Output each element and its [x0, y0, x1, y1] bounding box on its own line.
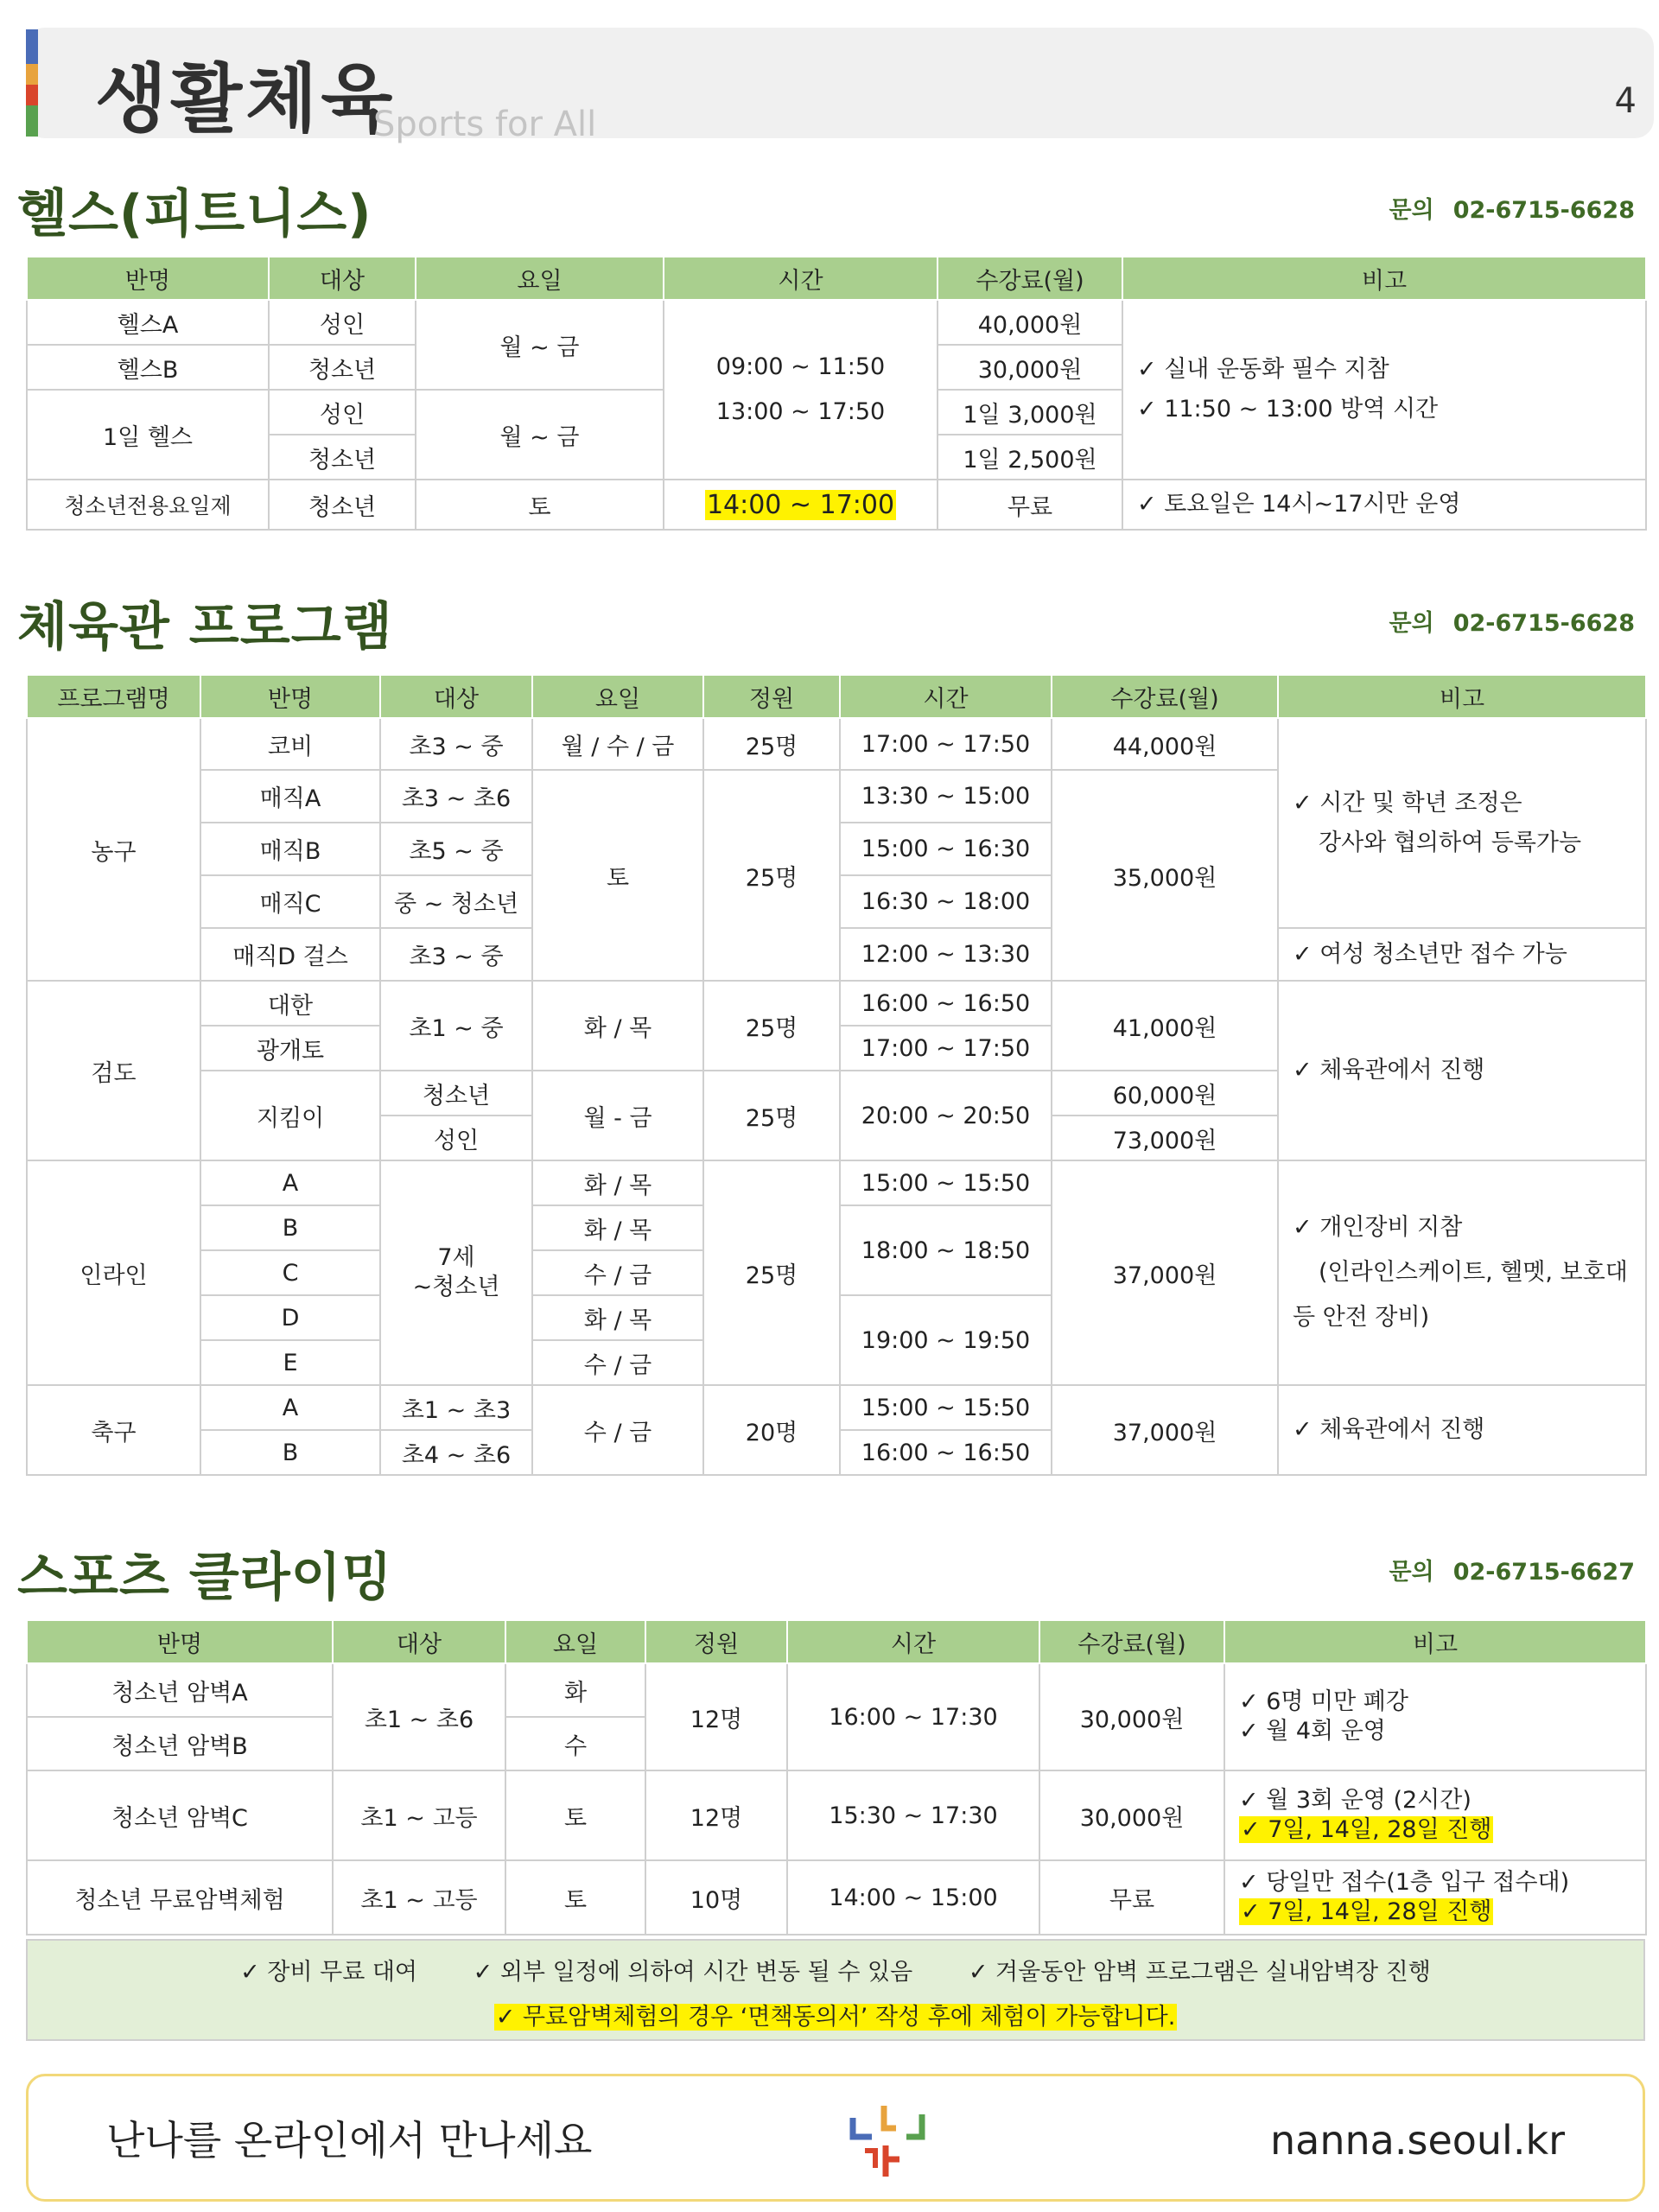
class-capacity: 20명 [703, 1385, 840, 1475]
table-header-row [27, 1621, 1646, 1663]
class-target: 청소년 [269, 480, 416, 530]
class-target: 청소년 [380, 1071, 532, 1116]
class-days: 토 [416, 480, 664, 530]
class-target: 초5 ~ 중 [380, 823, 532, 875]
table-row [27, 1770, 1646, 1860]
class-name: 코비 [200, 718, 380, 770]
banner-tagline: 난나를 온라인에서 만나세요 [106, 2117, 593, 2164]
health-contact [1389, 194, 1635, 228]
health-section-title: 헬스(피트니스) [17, 184, 372, 245]
class-fee: 무료 [938, 480, 1122, 530]
class-days: 화 / 목 [532, 1205, 703, 1250]
class-time: 17:00 ~ 17:50 [840, 718, 1052, 770]
note-item: ✓ 겨울동안 암벽 프로그램은 실내암벽장 진행 [968, 1959, 1431, 1986]
table-row [27, 1160, 1646, 1205]
class-name: 청소년 암벽B [27, 1717, 333, 1770]
class-name: 청소년전용요일제 [27, 480, 269, 530]
class-capacity: 25명 [703, 981, 840, 1071]
contact-phone: 02-6715-6627 [1452, 1559, 1635, 1586]
class-target: 초3 ~ 중 [380, 928, 532, 981]
class-target: 중 ~ 청소년 [380, 875, 532, 928]
class-target: 성인 [269, 300, 416, 345]
contact-label: 문의 [1389, 610, 1434, 637]
class-time: 16:00 ~ 17:30 [787, 1663, 1039, 1770]
col-header: 대상 [333, 1621, 505, 1663]
class-fee: 1일 2,500원 [938, 435, 1122, 480]
class-target [380, 1160, 532, 1385]
class-note [1224, 1663, 1646, 1770]
class-time [664, 480, 938, 530]
note-line: ✓ 11:50 ~ 13:00 방역 시간 [1137, 396, 1439, 423]
class-target: 청소년 [269, 435, 416, 480]
class-target: 초4 ~ 초6 [380, 1430, 532, 1475]
class-time: 15:00 ~ 15:50 [840, 1160, 1052, 1205]
class-name: 청소년 암벽C [27, 1770, 333, 1860]
class-name: 헬스B [27, 345, 269, 390]
col-header: 비고 [1122, 257, 1646, 300]
class-name: D [200, 1295, 380, 1340]
class-capacity: 12명 [645, 1770, 787, 1860]
col-header: 수강료(월) [938, 257, 1122, 300]
class-fee: 60,000원 [1052, 1071, 1278, 1116]
note-item: ✓ 장비 무료 대여 [240, 1959, 418, 1986]
class-note: ✓ 토요일은 14시~17시만 운영 [1122, 480, 1646, 530]
col-header: 요일 [416, 257, 664, 300]
highlighted-time: 14:00 ~ 17:00 [706, 489, 895, 520]
class-days: 월 / 수 / 금 [532, 718, 703, 770]
class-capacity: 25명 [703, 718, 840, 770]
climbing-notes-row [28, 1998, 1643, 2031]
class-fee: 30,000원 [1039, 1663, 1224, 1770]
class-name: B [200, 1430, 380, 1475]
program-name: 인라인 [27, 1160, 200, 1385]
table-row [27, 1385, 1646, 1430]
class-time: 20:00 ~ 20:50 [840, 1071, 1052, 1160]
class-time: 15:30 ~ 17:30 [787, 1770, 1039, 1860]
class-days: 수 / 금 [532, 1250, 703, 1295]
class-name: 매직C [200, 875, 380, 928]
table-row [27, 1860, 1646, 1935]
program-name: 농구 [27, 718, 200, 981]
header-accent-icon [26, 29, 43, 137]
class-days: 화 / 목 [532, 1295, 703, 1340]
class-target: 성인 [380, 1116, 532, 1160]
col-header: 프로그램명 [27, 676, 200, 718]
climbing-notes-row [28, 1953, 1643, 1986]
class-name: 매직A [200, 770, 380, 823]
table-header-row [27, 676, 1646, 718]
class-name: 1일 헬스 [27, 390, 269, 480]
class-fee: 73,000원 [1052, 1116, 1278, 1160]
class-days: 수 / 금 [532, 1385, 703, 1475]
class-target: 초1 ~ 초6 [333, 1663, 505, 1770]
class-days: 토 [505, 1770, 645, 1860]
class-note [1224, 1860, 1646, 1935]
col-header: 반명 [27, 257, 269, 300]
target-line: ~청소년 [412, 1274, 500, 1300]
program-name: 축구 [27, 1385, 200, 1475]
gym-contact [1389, 607, 1635, 641]
col-header: 요일 [505, 1621, 645, 1663]
class-time: 14:00 ~ 15:00 [787, 1860, 1039, 1935]
highlighted-note: ✓ 7일, 14일, 28일 진행 [1241, 1816, 1492, 1843]
col-header: 시간 [840, 676, 1052, 718]
climbing-contact [1389, 1555, 1635, 1590]
class-time: 16:00 ~ 16:50 [840, 1430, 1052, 1475]
page-header [26, 28, 1654, 144]
class-time: 15:00 ~ 15:50 [840, 1385, 1052, 1430]
class-capacity: 25명 [703, 1160, 840, 1385]
col-header: 시간 [664, 257, 938, 300]
note-line: 등 안전 장비) [1293, 1304, 1430, 1331]
class-days: 화 / 목 [532, 1160, 703, 1205]
class-note: ✓ 체육관에서 진행 [1278, 981, 1646, 1160]
note-item: ✓ 외부 일정에 의하여 시간 변동 될 수 있음 [473, 1959, 913, 1986]
health-table [26, 257, 1647, 531]
page-number: 4 [1614, 81, 1637, 121]
class-name: B [200, 1205, 380, 1250]
class-capacity: 25명 [703, 1071, 840, 1160]
class-time: 18:00 ~ 18:50 [840, 1205, 1052, 1295]
target-line: 7세 [437, 1244, 475, 1271]
note-line: ✓ 개인장비 지참 [1293, 1214, 1463, 1241]
class-fee: 35,000원 [1052, 770, 1278, 981]
table-row [27, 300, 1646, 345]
class-target: 초1 ~ 중 [380, 981, 532, 1071]
class-capacity: 10명 [645, 1860, 787, 1935]
col-header: 수강료(월) [1052, 676, 1278, 718]
class-name: 청소년 암벽A [27, 1663, 333, 1717]
col-header: 정원 [703, 676, 840, 718]
col-header: 반명 [200, 676, 380, 718]
class-days: 토 [505, 1860, 645, 1935]
class-fee: 30,000원 [938, 345, 1122, 390]
class-days: 수 [505, 1717, 645, 1770]
class-fee: 41,000원 [1052, 981, 1278, 1071]
note-line: ✓ 6명 미만 폐강 [1239, 1688, 1408, 1715]
class-target: 초3 ~ 중 [380, 718, 532, 770]
class-target: 청소년 [269, 345, 416, 390]
gym-section-title: 체육관 프로그램 [17, 597, 393, 658]
program-name: 검도 [27, 981, 200, 1160]
table-header-row [27, 257, 1646, 300]
time-morning: 09:00 ~ 11:50 [715, 353, 886, 380]
class-note: ✓ 여성 청소년만 접수 가능 [1278, 928, 1646, 981]
class-fee: 44,000원 [1052, 718, 1278, 770]
class-time: 13:30 ~ 15:00 [840, 770, 1052, 823]
note-line: ✓ 월 4회 운영 [1239, 1718, 1386, 1745]
col-header: 반명 [27, 1621, 333, 1663]
class-time: 16:30 ~ 18:00 [840, 875, 1052, 928]
col-header: 비고 [1278, 676, 1646, 718]
class-fee: 37,000원 [1052, 1385, 1278, 1475]
table-row [27, 480, 1646, 530]
class-target: 초1 ~ 고등 [333, 1770, 505, 1860]
contact-label: 문의 [1389, 1559, 1434, 1586]
col-header: 정원 [645, 1621, 787, 1663]
class-name: 대한 [200, 981, 380, 1026]
class-name: A [200, 1160, 380, 1205]
class-note [1278, 1160, 1646, 1385]
note-line: ✓ 실내 운동화 필수 지참 [1137, 356, 1389, 383]
class-target: 초1 ~ 고등 [333, 1860, 505, 1935]
note-line: (인라인스케이트, 헬멧, 보호대 [1319, 1259, 1628, 1286]
highlighted-note: ✓ 7일, 14일, 28일 진행 [1241, 1898, 1492, 1925]
class-time [664, 300, 938, 480]
col-header: 수강료(월) [1039, 1621, 1224, 1663]
highlighted-note: ✓ 무료암벽체험의 경우 ‘면책동의서’ 작성 후에 체험이 가능합니다. [495, 2004, 1176, 2031]
page-title: 생활체육 [95, 56, 397, 143]
online-banner [26, 2074, 1645, 2202]
gym-table [26, 676, 1647, 1476]
class-days: 화 [505, 1663, 645, 1717]
class-time: 15:00 ~ 16:30 [840, 823, 1052, 875]
climbing-table [26, 1621, 1647, 1936]
note-line: ✓ 시간 및 학년 조정은 [1293, 789, 1522, 817]
class-days: 수 / 금 [532, 1340, 703, 1385]
class-time: 12:00 ~ 13:30 [840, 928, 1052, 981]
col-header: 시간 [787, 1621, 1039, 1663]
time-afternoon: 13:00 ~ 17:50 [715, 398, 886, 425]
class-capacity: 25명 [703, 770, 840, 981]
class-name: 지킴이 [200, 1071, 380, 1160]
note-line: ✓ 당일만 접수(1층 입구 접수대) [1239, 1869, 1570, 1896]
class-days: 월 - 금 [532, 1071, 703, 1160]
table-row [27, 718, 1646, 770]
contact-label: 문의 [1389, 197, 1434, 224]
col-header: 대상 [269, 257, 416, 300]
class-note [1278, 718, 1646, 928]
col-header: 대상 [380, 676, 532, 718]
nanna-logo-icon [846, 2102, 929, 2180]
class-name: C [200, 1250, 380, 1295]
page-subtitle: Sports for All [373, 105, 597, 144]
banner-url[interactable]: nanna.seoul.kr [1270, 2117, 1565, 2164]
class-name: 광개토 [200, 1026, 380, 1071]
class-fee: 40,000원 [938, 300, 1122, 345]
class-target: 성인 [269, 390, 416, 435]
class-target: 초1 ~ 초3 [380, 1385, 532, 1430]
class-note [1122, 300, 1646, 480]
col-header: 요일 [532, 676, 703, 718]
class-note [1224, 1770, 1646, 1860]
class-fee: 무료 [1039, 1860, 1224, 1935]
note-line: ✓ 월 3회 운영 (2시간) [1239, 1787, 1471, 1814]
class-time: 16:00 ~ 16:50 [840, 981, 1052, 1026]
class-name: E [200, 1340, 380, 1385]
contact-phone: 02-6715-6628 [1452, 197, 1635, 224]
table-row [27, 1663, 1646, 1717]
col-header: 비고 [1224, 1621, 1646, 1663]
climbing-notes [26, 1939, 1645, 2041]
class-name: 매직B [200, 823, 380, 875]
class-note: ✓ 체육관에서 진행 [1278, 1385, 1646, 1475]
class-fee: 37,000원 [1052, 1160, 1278, 1385]
contact-phone: 02-6715-6628 [1452, 610, 1635, 637]
class-name: 매직D 걸스 [200, 928, 380, 981]
class-days: 화 / 목 [532, 981, 703, 1071]
class-name: 헬스A [27, 300, 269, 345]
class-time: 19:00 ~ 19:50 [840, 1295, 1052, 1385]
class-capacity: 12명 [645, 1663, 787, 1770]
class-fee: 30,000원 [1039, 1770, 1224, 1860]
note-line: 강사와 협의하여 등록가능 [1319, 829, 1582, 856]
class-time: 17:00 ~ 17:50 [840, 1026, 1052, 1071]
class-target: 초3 ~ 초6 [380, 770, 532, 823]
class-name: A [200, 1385, 380, 1430]
table-row [27, 981, 1646, 1026]
class-days: 월 ~ 금 [416, 300, 664, 390]
class-days: 토 [532, 770, 703, 981]
class-name: 청소년 무료암벽체험 [27, 1860, 333, 1935]
class-fee: 1일 3,000원 [938, 390, 1122, 435]
class-days: 월 ~ 금 [416, 390, 664, 480]
climbing-section-title: 스포츠 클라이밍 [17, 1548, 393, 1608]
